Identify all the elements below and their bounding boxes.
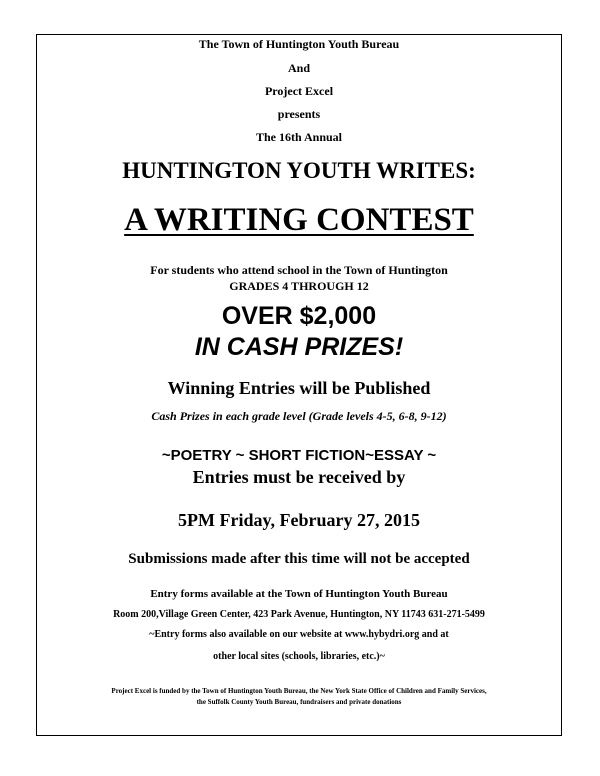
co-organizer-line: Project Excel xyxy=(264,84,334,98)
eligibility-line: For students who attend school in the Town of Huntington xyxy=(150,263,448,277)
deadline-intro: Entries must be received by xyxy=(192,467,406,487)
funding-line-2: the Suffolk County Youth Bureau, fundraisers and private donations xyxy=(196,698,402,706)
late-submission-note: Submissions made after this time will not be accepted xyxy=(128,551,470,567)
categories-line: ~POETRY ~ SHORT FICTION~ESSAY ~ xyxy=(161,447,437,464)
prize-amount: OVER $2,000 xyxy=(221,302,377,330)
grade-levels-note: Cash Prizes in each grade level (Grade levels 4-5, 6-8, 9-12) xyxy=(151,409,447,423)
contest-title: HUNTINGTON YOUTH WRITES: xyxy=(122,158,476,183)
other-sites-line: other local sites (schools, libraries, etc.)~ xyxy=(213,651,385,662)
contest-subtitle: A WRITING CONTEST xyxy=(124,202,474,238)
annual-line: The 16th Annual xyxy=(255,130,343,144)
and-line: And xyxy=(287,61,310,75)
presents-line: presents xyxy=(277,107,321,121)
publication-headline: Winning Entries will be Published xyxy=(167,378,431,398)
entry-forms-line: Entry forms available at the Town of Huntington Youth Bureau xyxy=(150,588,448,600)
website-line: ~Entry forms also available on our website at www.hybydri.org and at xyxy=(149,629,449,640)
address-line: Room 200,Village Green Center, 423 Park Avenue, Huntington, NY 11743 631-271-5499 xyxy=(113,609,485,620)
prize-label: IN CASH PRIZES! xyxy=(194,333,404,361)
deadline-date: 5PM Friday, February 27, 2015 xyxy=(178,510,420,530)
organizer-line: The Town of Huntington Youth Bureau xyxy=(198,37,400,51)
funding-line-1: Project Excel is funded by the Town of Huntington Youth Bureau, the New York State Office of Children and Family Services, xyxy=(111,687,487,695)
grades-line: GRADES 4 THROUGH 12 xyxy=(229,279,369,293)
